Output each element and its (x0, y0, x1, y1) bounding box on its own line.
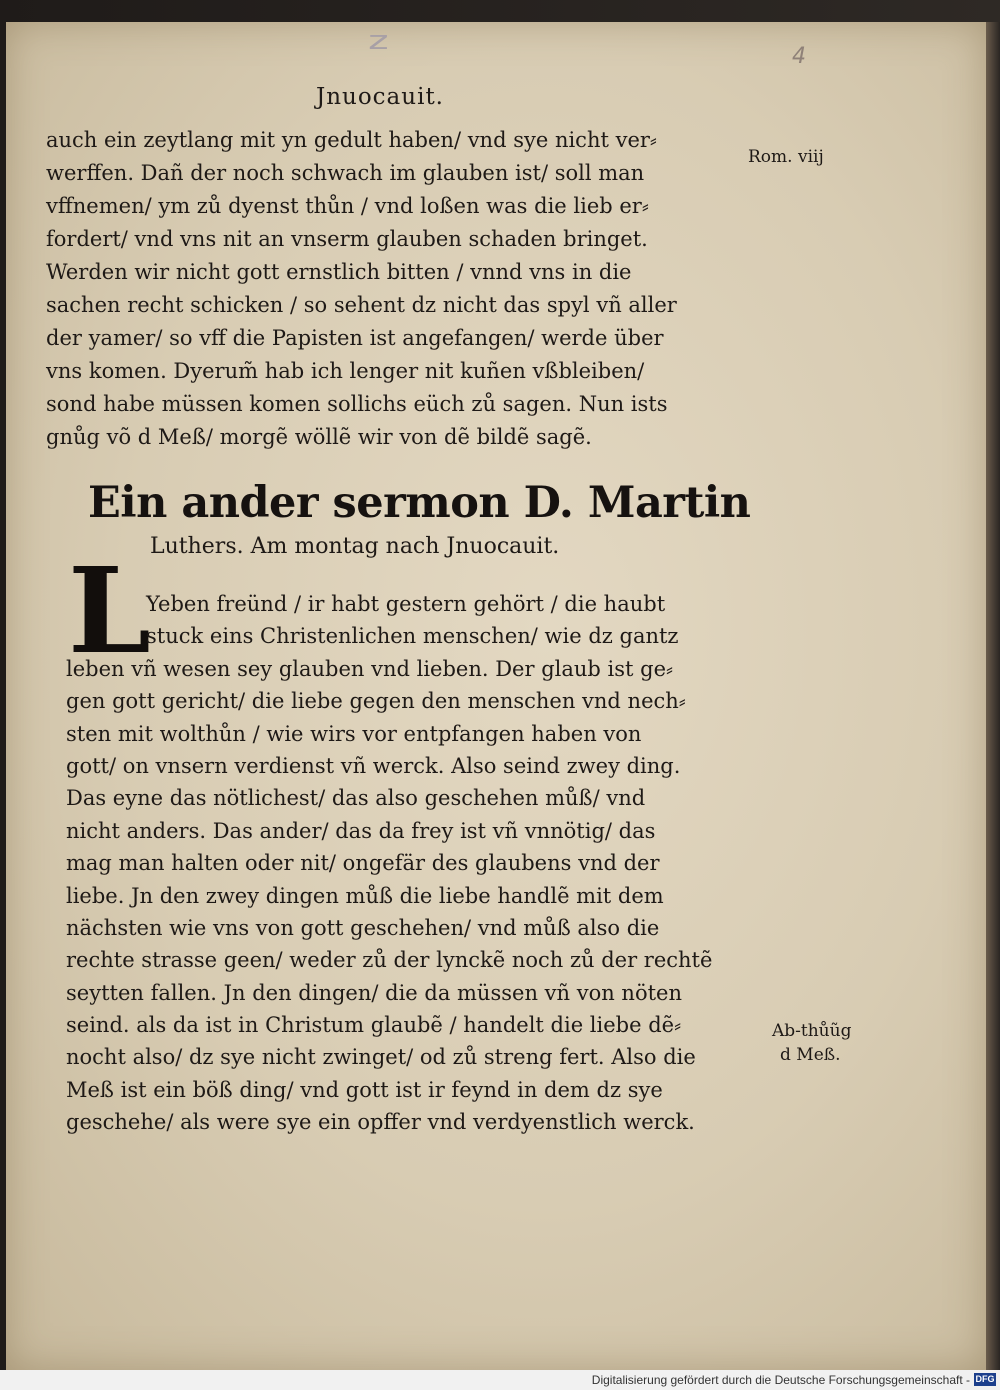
text-line: werffen. Dañ der noch schwach im glauben ist/ soll man (46, 161, 645, 185)
text-line: auch ein zeytlang mit yn gedult haben/ vnd sye nicht ver⸗ (46, 128, 657, 152)
text-line: Werden wir nicht gott ernstlich bitten / vnnd vns in die (46, 260, 632, 284)
text-line: fordert/ vnd vns nit an vnserm glauben schaden bringet. (46, 227, 648, 251)
text-line: gott/ on vnsern verdienst vñ werck. Also seind zwey ding. (66, 753, 681, 778)
text-line: gnůg võ d Meß/ morgẽ wöllẽ wir von dẽ bildẽ sagẽ. (46, 425, 592, 449)
text-line: Yeben freünd / ir habt gestern gehört / die haubt (146, 592, 666, 616)
margin-note-abthuung: Ab-thůũg (772, 1021, 852, 1041)
text-line: Meß ist ein böß ding/ vnd gott ist ir feynd in dem dz sye (66, 1077, 663, 1102)
text-line: mag man halten oder nit/ ongefär des glaubens vnd der (66, 851, 660, 876)
pencil-mark: z (368, 26, 392, 56)
text-line: vns komen. Dyerum̃ hab ich lenger nit kuñen vßbleiben/ (46, 359, 645, 383)
text-line: sten mit wolthůn / wie wirs vor entpfangen haben von (66, 721, 642, 746)
text-line: stuck eins Christenlichen menschen/ wie dz gantz (146, 624, 679, 649)
sermon-title: Ein ander sermon D. Martin (88, 478, 751, 528)
footer-bar (0, 1370, 1000, 1390)
dfg-logo[interactable]: DFG (975, 1374, 995, 1384)
text-line: nicht anders. Das ander/ das da frey ist vñ vnnötig/ das (66, 818, 656, 843)
sermon-subtitle: Luthers. Am montag nach Jnuocauit. (150, 534, 560, 559)
text-line: gen gott gericht/ die liebe gegen den menschen vnd nech⸗ (66, 689, 686, 714)
text-line: nächsten wie vns von gott geschehen/ vnd můß also die (66, 915, 660, 940)
text-line: geschehe/ als were sye ein opffer vnd verdyenstlich werck. (66, 1110, 695, 1135)
text-line: nocht also/ dz sye nicht zwinget/ od zů streng fert. Also die (66, 1045, 696, 1070)
text-line: leben vñ wesen sey glauben vnd lieben. Der glaub ist ge⸗ (66, 656, 673, 681)
margin-note-messe: d Meß. (780, 1045, 841, 1065)
text-line: sond habe müssen komen sollichs eüch zů sagen. Nun ists (46, 392, 668, 416)
page-edge-shadow (986, 22, 1000, 1370)
folio-number: 4 (792, 44, 806, 69)
text-line: Das eyne das nötlichest/ das also geschehen můß/ vnd (66, 786, 646, 811)
text-line: rechte strasse geen/ weder zů der lynckẽ noch zů der rechtẽ (66, 948, 713, 973)
text-line: seind. als da ist in Christum glaubẽ / handelt die liebe dẽ⸗ (66, 1013, 682, 1038)
text-line: sachen recht schicken / so sehent dz nicht das spyl vñ aller (46, 293, 677, 317)
top-text-block (46, 124, 746, 454)
text-line: seytten fallen. Jn den dingen/ die da müssen vñ von nöten (66, 980, 682, 1005)
sermon-body (66, 588, 766, 1139)
running-head: Jnuocauit. (315, 84, 444, 110)
text-line: liebe. Jn den zwey dingen můß die liebe handlẽ mit dem (66, 883, 664, 908)
footer-credit: Digitalisierung gefördert durch die Deutsche Forschungsgemeinschaft - (591, 1373, 970, 1387)
text-line: vffnemen/ ym zů dyenst thůn / vnd loßen was die lieb er⸗ (46, 194, 649, 218)
text-line: der yamer/ so vff die Papisten ist angefangen/ werde über (46, 326, 664, 350)
drop-cap: L (68, 541, 151, 680)
margin-note-rom: Rom. viij (748, 147, 824, 167)
